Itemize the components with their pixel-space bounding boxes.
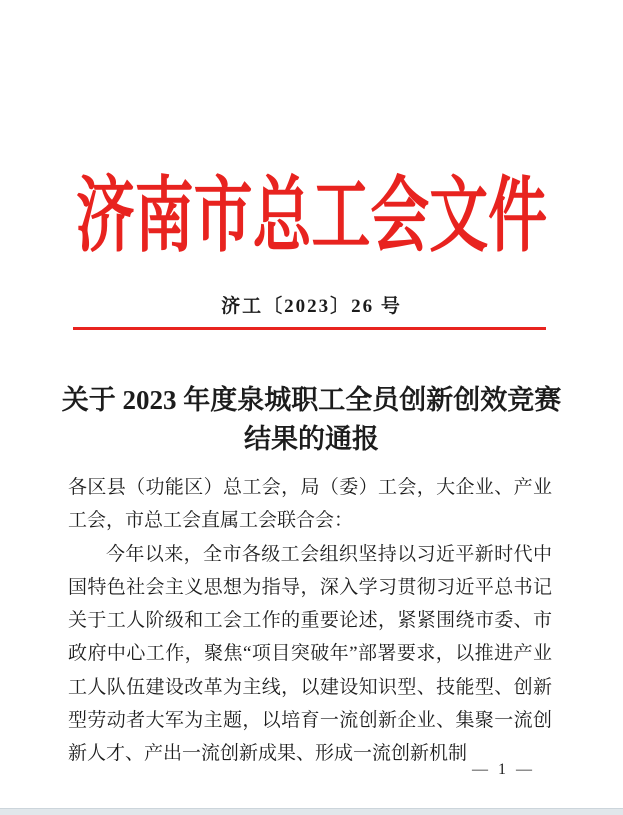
scan-edge-strip bbox=[0, 808, 623, 815]
document-body bbox=[68, 471, 552, 771]
document-title bbox=[0, 381, 623, 459]
salutation-line: 各区县（功能区）总工会，局（委）工会，大企业、产业工会，市总工会直属工会联合会： bbox=[68, 477, 552, 532]
page-number: — 1 — bbox=[472, 761, 535, 778]
document-number: 济工〔2023〕26 号 bbox=[221, 296, 402, 317]
red-divider-line bbox=[73, 327, 546, 330]
body-paragraph: 今年以来，全市各级工会组织坚持以习近平新时代中国特色社会主义思想为指导，深入学习贯彻习近平总书记关于工人阶级和工会工作的重要论述，紧紧围绕市委、市政府中心工作，聚焦“项目突破年”部署要求，以推进产业工人队伍建设改革为主线，以建设知识型、技能型、创新型劳动者大军为主题，以培育一流创新企业、集聚一流创新人才、产出一流创新成果、形成一流创新机制 bbox=[68, 543, 552, 765]
document-title-line1: 关于 2023 年度泉城职工全员创新创效竞赛 bbox=[61, 385, 562, 415]
letterhead-title: 济南市总工会文件 bbox=[75, 172, 548, 263]
document-title-line2: 结果的通报 bbox=[244, 424, 379, 454]
